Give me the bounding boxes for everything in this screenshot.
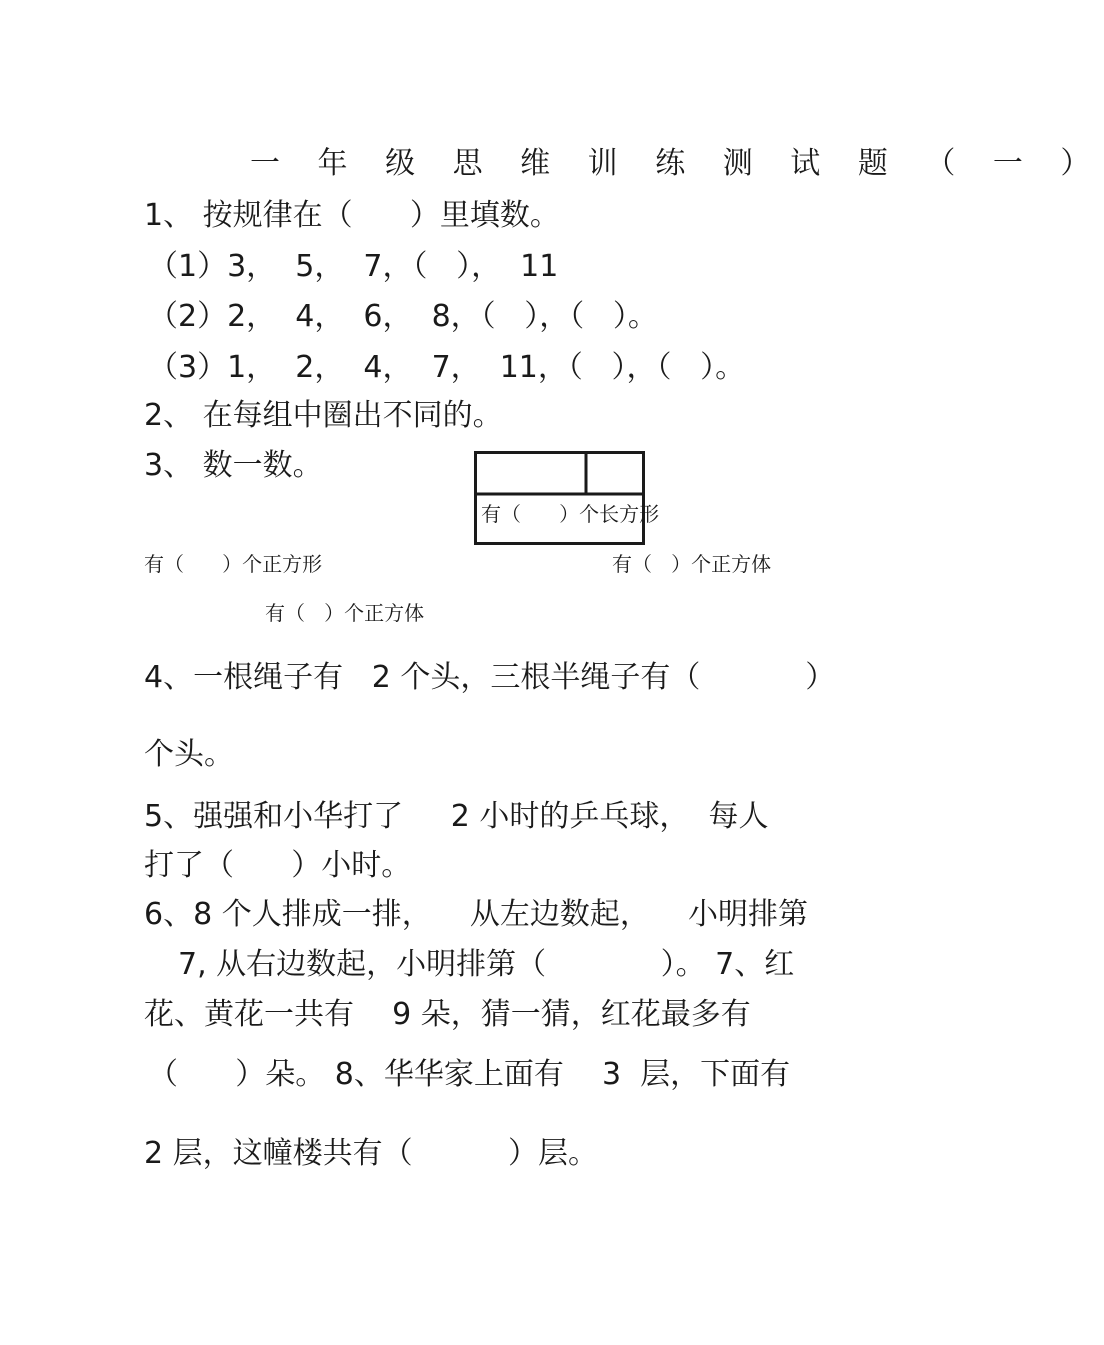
question-5-line-1: 5、强强和小华打了 2 小时的乒乓球， 每人 xyxy=(144,799,769,834)
rectangle-figure xyxy=(474,451,645,545)
question-1-heading: 1、 按规律在（ ）里填数。 xyxy=(144,198,560,233)
question-4-line-1: 4、一根绳子有 2 个头，三根半绳子有（ ） xyxy=(144,660,836,695)
question-4-line-2: 个头。 xyxy=(144,737,234,772)
question-5-line-2: 打了（ ）小时。 xyxy=(144,848,412,883)
question-8-line-1: 2 层，这幢楼共有（ ）层。 xyxy=(144,1136,598,1171)
question-7-line-2: （ ）朵。 8、华华家上面有 3 层，下面有 xyxy=(148,1057,791,1092)
outer-rectangle xyxy=(476,453,644,544)
question-3-text: 3、 数一数。 xyxy=(144,448,323,483)
rectangle-count-label: 有（ ）个长方形 xyxy=(481,502,660,526)
page-title: 一 年 级 思 维 训 练 测 试 题 （ 一 ） xyxy=(250,146,1104,181)
question-7-line-1: 花、黄花一共有 9 朵，猜一猜，红花最多有 xyxy=(144,997,751,1032)
square-count-label: 有（ ）个正方形 xyxy=(144,552,323,576)
question-1-item-1: （1）3， 5， 7，（ ）， 11 xyxy=(148,249,559,284)
cube-count-label-right: 有（ ）个正方体 xyxy=(612,552,772,576)
cube-count-label-left: 有（ ）个正方体 xyxy=(265,601,425,625)
question-6-line-1: 6、8 个人排成一排， 从左边数起， 小明排第 xyxy=(144,897,808,932)
question-6-line-2: 7, 从右边数起，小明排第（ ）。 7、红 xyxy=(178,947,795,982)
question-1-item-2: （2）2， 4， 6， 8，（ ），（ ）。 xyxy=(148,299,658,334)
question-2-text: 2、 在每组中圈出不同的。 xyxy=(144,398,503,433)
question-1-item-3: （3）1， 2， 4， 7， 11，（ ），（ ）。 xyxy=(148,350,746,385)
